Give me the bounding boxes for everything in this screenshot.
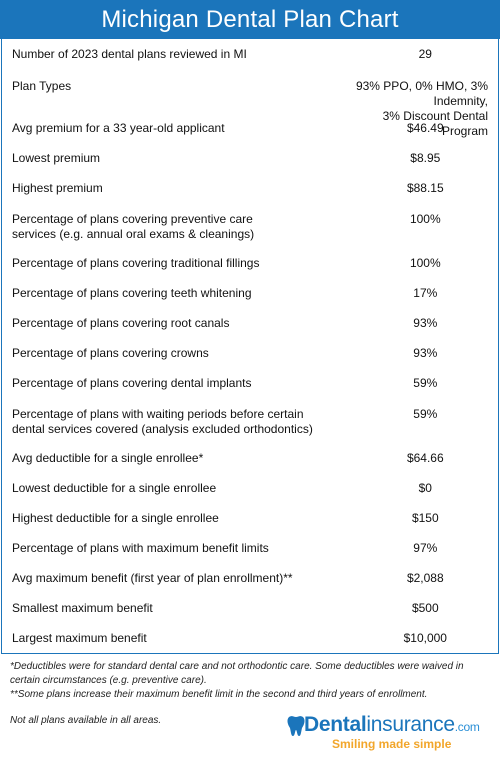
row-label-line: Avg deductible for a single enrollee* xyxy=(12,451,204,465)
row-value xyxy=(353,212,498,248)
table-row xyxy=(2,563,498,593)
row-value-line: 100% xyxy=(409,212,441,226)
row-label xyxy=(2,121,353,143)
row-value-line: $0 xyxy=(418,481,432,495)
row-label xyxy=(2,79,353,113)
table-row xyxy=(2,368,498,398)
logo-wordmark xyxy=(304,713,480,737)
table-row xyxy=(2,248,498,278)
row-value-line: $8.95 xyxy=(410,151,441,165)
row-label-line: Avg premium for a 33 year-old applicant xyxy=(12,121,225,135)
row-value-line: $2,088 xyxy=(406,571,444,585)
row-label-line: Largest maximum benefit xyxy=(12,631,147,645)
row-value-line: $10,000 xyxy=(403,631,447,645)
row-label-line: Highest premium xyxy=(12,181,103,195)
footnote-max-benefit: **Some plans increase their maximum benefit limit in the second and third years of enrollment. xyxy=(10,689,428,700)
table-row xyxy=(2,278,498,308)
row-value xyxy=(353,346,498,368)
logo-tld: .com xyxy=(454,720,480,734)
row-label xyxy=(2,451,353,473)
row-value-line: 17% xyxy=(413,286,438,300)
row-label-line: Percentage of plans covering root canals xyxy=(12,316,230,330)
row-label xyxy=(2,256,353,278)
row-label xyxy=(2,316,353,338)
row-value-line: 93% xyxy=(413,346,438,360)
row-value xyxy=(353,511,498,533)
row-label xyxy=(2,631,353,653)
row-label-line: Percentage of plans covering crowns xyxy=(12,346,209,360)
row-label-line: Percentage of plans covering dental implants xyxy=(12,376,252,390)
row-label xyxy=(2,601,353,623)
row-label xyxy=(2,511,353,533)
row-label-line: Number of 2023 dental plans reviewed in MI xyxy=(12,47,247,61)
logo-name-bold: Dental xyxy=(304,713,367,736)
row-value-line: 3% Discount Dental Program xyxy=(382,109,488,138)
row-label-line: Percentage of plans covering traditional fillings xyxy=(12,256,260,270)
row-label xyxy=(2,181,353,203)
chart-title: Michigan Dental Plan Chart xyxy=(101,5,399,33)
row-label-line: Percentage of plans covering preventive care xyxy=(12,212,253,226)
row-label-line: Percentage of plans with waiting periods before certain xyxy=(12,407,304,421)
row-value xyxy=(353,316,498,338)
footnote-availability: Not all plans available in all areas. xyxy=(10,715,162,726)
table-row xyxy=(2,308,498,338)
table-row xyxy=(2,398,498,443)
row-value xyxy=(353,376,498,398)
row-label xyxy=(2,151,353,173)
row-value-line: $500 xyxy=(411,601,439,615)
row-value xyxy=(353,481,498,503)
logo-tagline: Smiling made simple xyxy=(332,737,452,751)
row-value-line: 59% xyxy=(413,376,438,390)
row-label xyxy=(2,541,353,563)
chart-header xyxy=(0,0,500,39)
row-value xyxy=(353,571,498,593)
row-label-line: Plan Types xyxy=(12,79,72,93)
row-label xyxy=(2,286,353,308)
table-row xyxy=(2,473,498,503)
row-value xyxy=(353,286,498,308)
row-label-line: services (e.g. annual oral exams & cleanings) xyxy=(12,227,255,241)
table-row xyxy=(2,173,498,203)
table-row xyxy=(2,39,498,69)
row-value xyxy=(353,601,498,623)
row-label xyxy=(2,481,353,503)
row-value-line: 59% xyxy=(413,407,438,421)
table-row xyxy=(2,623,498,653)
row-value xyxy=(353,256,498,278)
row-label-line: Highest deductible for a single enrollee xyxy=(12,511,219,525)
row-label xyxy=(2,407,353,443)
tooth-icon xyxy=(286,715,306,737)
row-value-line: $88.15 xyxy=(406,181,444,195)
row-value-line: $150 xyxy=(411,511,439,525)
row-label-line: Avg maximum benefit (first year of plan enrollment)** xyxy=(12,571,293,585)
table-row xyxy=(2,143,498,173)
row-label xyxy=(2,346,353,368)
table-row xyxy=(2,503,498,533)
logo-name-light: insurance xyxy=(366,713,455,736)
row-value-line: $64.66 xyxy=(406,451,444,465)
row-value xyxy=(353,121,498,143)
row-label xyxy=(2,47,353,69)
footnote-deductibles: *Deductibles were for standard dental care and not orthodontic care. Some deductibles were waived in certain circumstances (e.g. preventive care). xyxy=(10,661,464,686)
row-label xyxy=(2,376,353,398)
row-value-line: 93% xyxy=(413,316,438,330)
row-label xyxy=(2,571,353,593)
row-label-line: Smallest maximum benefit xyxy=(12,601,153,615)
row-value-line: 100% xyxy=(409,256,441,270)
table-row xyxy=(2,443,498,473)
table-row xyxy=(2,338,498,368)
row-value-line: $46.49 xyxy=(406,121,444,135)
row-value xyxy=(353,151,498,173)
row-value-line: 97% xyxy=(413,541,438,555)
row-label-line: Lowest premium xyxy=(12,151,101,165)
data-table xyxy=(1,39,499,654)
row-value xyxy=(353,181,498,203)
dentalinsurance-logo xyxy=(286,711,486,755)
row-label-line: dental services covered (analysis excluded orthodontics) xyxy=(12,422,313,436)
row-label xyxy=(2,212,353,248)
row-value-line: 93% PPO, 0% HMO, 3% Indemnity, xyxy=(355,79,488,108)
table-row xyxy=(2,533,498,563)
row-label-line: Percentage of plans with maximum benefit limits xyxy=(12,541,269,555)
row-value xyxy=(353,541,498,563)
row-value xyxy=(353,451,498,473)
row-value xyxy=(353,407,498,443)
row-value xyxy=(353,631,498,653)
row-value-line: 29 xyxy=(418,47,432,61)
table-row xyxy=(2,203,498,248)
row-label-line: Percentage of plans covering teeth whitening xyxy=(12,286,252,300)
table-row xyxy=(2,593,498,623)
row-label-line: Lowest deductible for a single enrollee xyxy=(12,481,217,495)
row-value xyxy=(353,47,498,69)
